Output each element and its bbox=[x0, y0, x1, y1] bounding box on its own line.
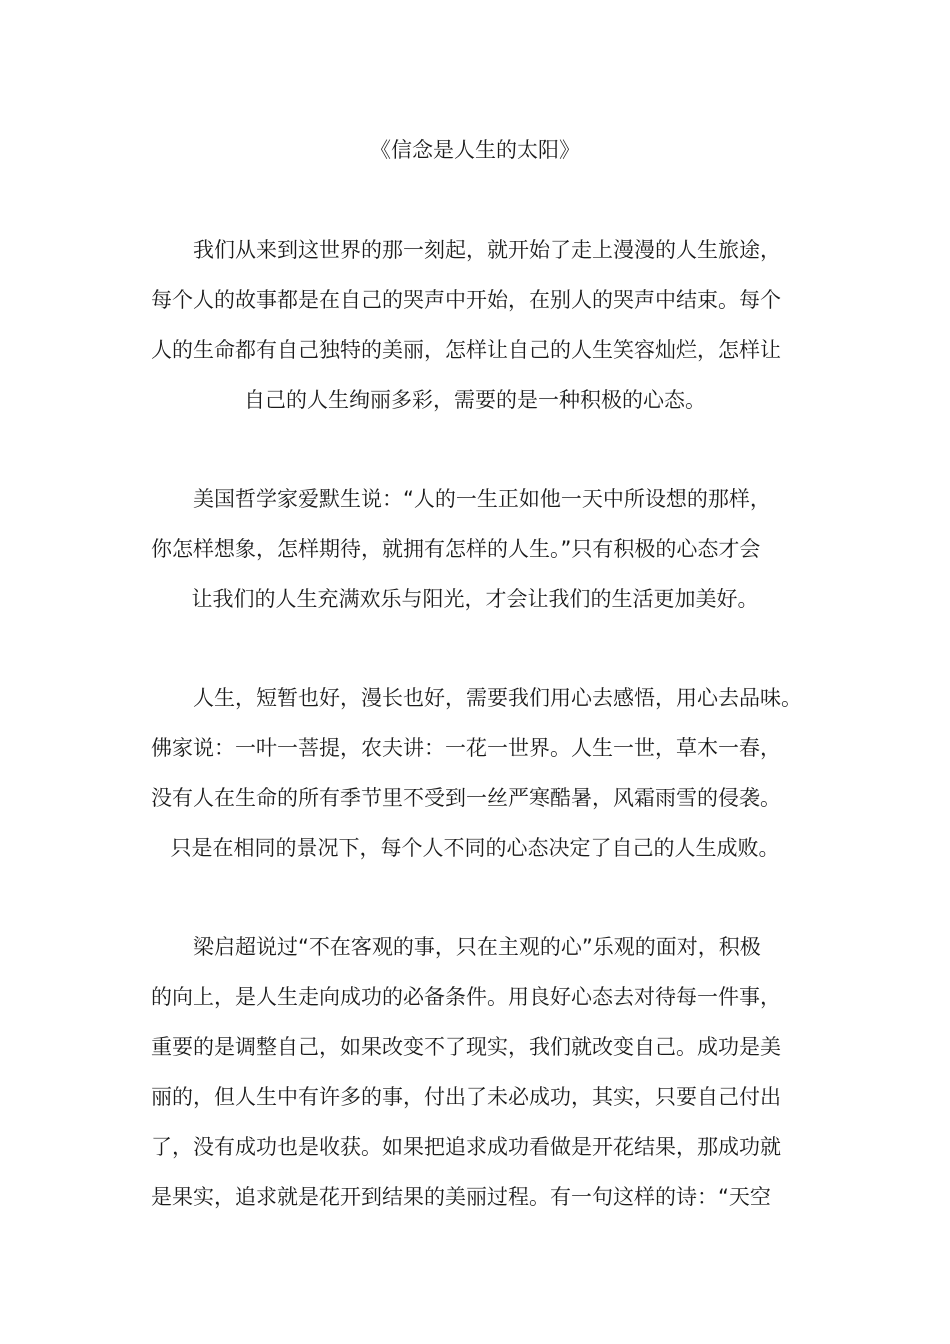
paragraph-line: 佛家说：一叶一菩提，农夫讲：一花一世界。人生一世，草木一春， bbox=[151, 736, 781, 760]
paragraph-line: 了，没有成功也是收获。如果把追求成功看做是开花结果，那成功就 bbox=[151, 1135, 781, 1159]
paragraph-line: 自己的人生绚丽多彩，需要的是一种积极的心态。 bbox=[244, 388, 706, 412]
paragraph-line: 的向上，是人生走向成功的必备条件。用良好心态去对待每一件事， bbox=[151, 985, 781, 1009]
paragraph-line: 我们从来到这世界的那一刻起，就开始了走上漫漫的人生旅途， bbox=[193, 238, 781, 262]
document-title: 《信念是人生的太阳》 bbox=[370, 138, 580, 162]
paragraph-line: 是果实，追求就是花开到结果的美丽过程。有一句这样的诗：“天空 bbox=[151, 1185, 771, 1209]
paragraph-line: 人生，短暂也好，漫长也好，需要我们用心去感悟，用心去品味。 bbox=[193, 686, 802, 710]
paragraph-line: 没有人在生命的所有季节里不受到一丝严寒酷暑，风霜雨雪的侵袭。 bbox=[151, 786, 781, 810]
paragraph-line: 每个人的故事都是在自己的哭声中开始，在别人的哭声中结束。每个 bbox=[151, 288, 781, 312]
paragraph-line: 重要的是调整自己，如果改变不了现实，我们就改变自己。成功是美 bbox=[151, 1035, 781, 1059]
paragraph-line: 你怎样想象，怎样期待，就拥有怎样的人生。”只有积极的心态才会 bbox=[151, 537, 761, 561]
paragraph-line: 只是在相同的景况下，每个人不同的心态决定了自己的人生成败。 bbox=[170, 836, 780, 860]
paragraph-line: 人的生命都有自己独特的美丽，怎样让自己的人生笑容灿烂，怎样让 bbox=[151, 338, 781, 362]
paragraph-line: 美国哲学家爱默生说：“人的一生正如他一天中所设想的那样， bbox=[193, 487, 771, 511]
paragraph-line: 让我们的人生充满欢乐与阳光，才会让我们的生活更加美好。 bbox=[191, 587, 759, 611]
paragraph-line: 梁启超说过“不在客观的事，只在主观的心”乐观的面对，积极 bbox=[193, 935, 761, 959]
paragraph-line: 丽的，但人生中有许多的事，付出了未必成功，其实，只要自己付出 bbox=[151, 1085, 781, 1109]
